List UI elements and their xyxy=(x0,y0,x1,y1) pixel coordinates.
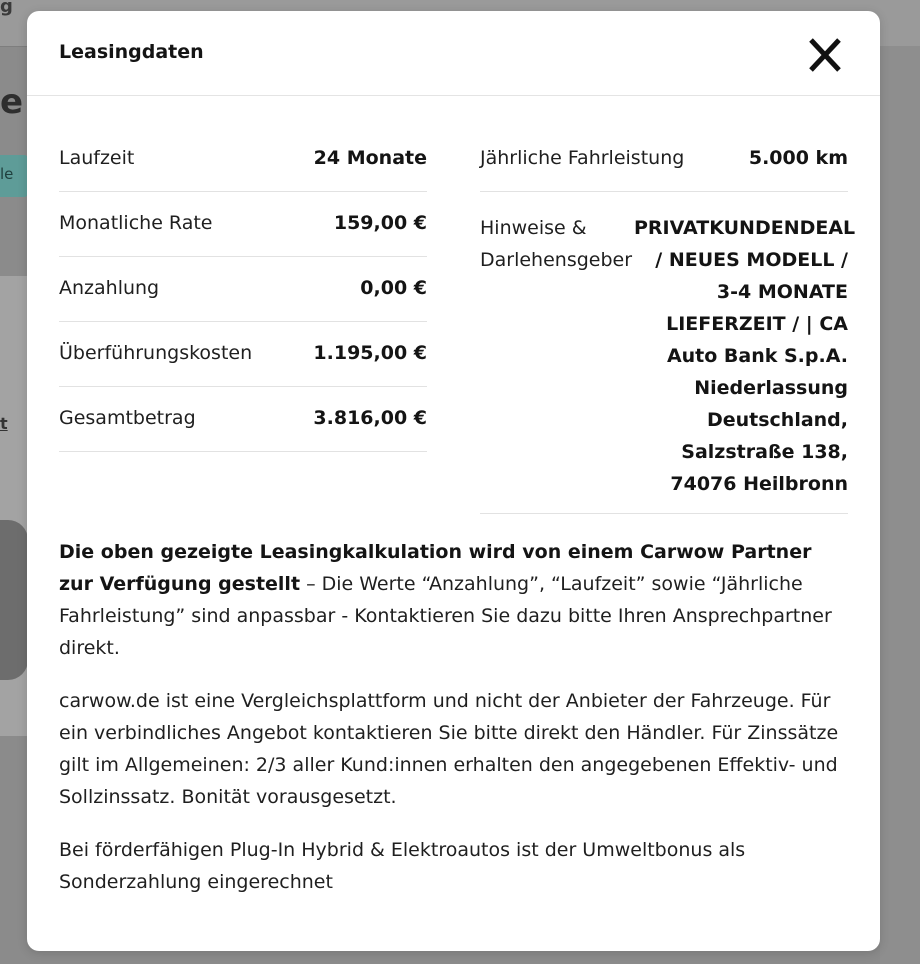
monatliche-rate-value: 159,00 € xyxy=(333,212,427,234)
modal-title: Leasingdaten xyxy=(59,41,204,63)
ueberfuehrungskosten-value: 1.195,00 € xyxy=(313,342,427,364)
row-jaehrliche-fahrleistung xyxy=(480,127,848,192)
row-gesamtbetrag xyxy=(59,387,427,452)
background-text-fragment: g xyxy=(0,0,13,17)
row-ueberfuehrungskosten xyxy=(59,322,427,387)
background-chip-label: le xyxy=(0,165,14,183)
background-right-edge xyxy=(880,46,920,964)
modal-header xyxy=(27,11,880,96)
disclaimer-partner xyxy=(59,536,849,664)
background-heading-fragment: e xyxy=(0,82,24,122)
disclaimer-umweltbonus: Bei förderfähigen Plug-In Hybrid & Elektroautos ist der Umweltbonus als Sonderzahlung eingerechnet xyxy=(59,839,746,893)
row-laufzeit xyxy=(59,127,427,192)
close-button[interactable] xyxy=(803,35,847,75)
anzahlung-value: 0,00 € xyxy=(360,277,427,299)
ueberfuehrungskosten-label: Überführungskosten xyxy=(59,342,253,364)
laufzeit-value: 24 Monate xyxy=(313,147,427,169)
leasing-details-modal xyxy=(27,11,880,951)
disclaimer-partner-rest: – Die Werte “Anzahlung”, “Laufzeit” sowie “Jährliche Fahrleistung” sind anpassbar - Kontaktieren Sie dazu bitte Ihren Ansprechpartner direkt. xyxy=(59,573,832,659)
close-icon xyxy=(803,35,847,75)
hinweise-darlehensgeber-label: Hinweise & Darlehensgeber xyxy=(480,217,633,271)
leasing-data-left-column xyxy=(59,127,427,452)
hinweise-darlehensgeber-value: PRIVATKUNDENDEAL / NEUES MODELL / 3-4 MONATE LIEFERZEIT / | CA Auto Bank S.p.A. Niederlassung Deutschland, Salzstraße 138, 74076 Heilbronn xyxy=(634,217,856,495)
row-monatliche-rate xyxy=(59,192,427,257)
disclaimer-partner-bold: Die oben gezeigte Leasingkalkulation wird von einem Carwow Partner zur Verfügung gestellt xyxy=(59,541,812,595)
background-car-image xyxy=(0,520,28,680)
laufzeit-label: Laufzeit xyxy=(59,147,135,169)
anzahlung-label: Anzahlung xyxy=(59,277,160,299)
gesamtbetrag-label: Gesamtbetrag xyxy=(59,407,196,429)
row-anzahlung xyxy=(59,257,427,322)
gesamtbetrag-value: 3.816,00 € xyxy=(313,407,427,429)
monatliche-rate-label: Monatliche Rate xyxy=(59,212,213,234)
leasing-data-right-column xyxy=(480,127,856,514)
background-chip xyxy=(0,155,28,197)
jaehrliche-fahrleistung-label: Jährliche Fahrleistung xyxy=(480,147,685,169)
jaehrliche-fahrleistung-value: 5.000 km xyxy=(748,147,848,169)
disclaimer-platform: carwow.de ist eine Vergleichsplattform und nicht der Anbieter der Fahrzeuge. Für ein verbindliches Angebot kontaktieren Sie bitte direkt den Händler. Für Zinssätze gilt im Allgemeinen: 2/3 aller Kund:innen erhalten den angegebenen Effektiv- und Sollzinssatz. Bonität vorausgesetzt. xyxy=(59,690,839,808)
row-hinweise-darlehensgeber xyxy=(480,192,856,514)
background-link-fragment: t xyxy=(0,414,8,433)
